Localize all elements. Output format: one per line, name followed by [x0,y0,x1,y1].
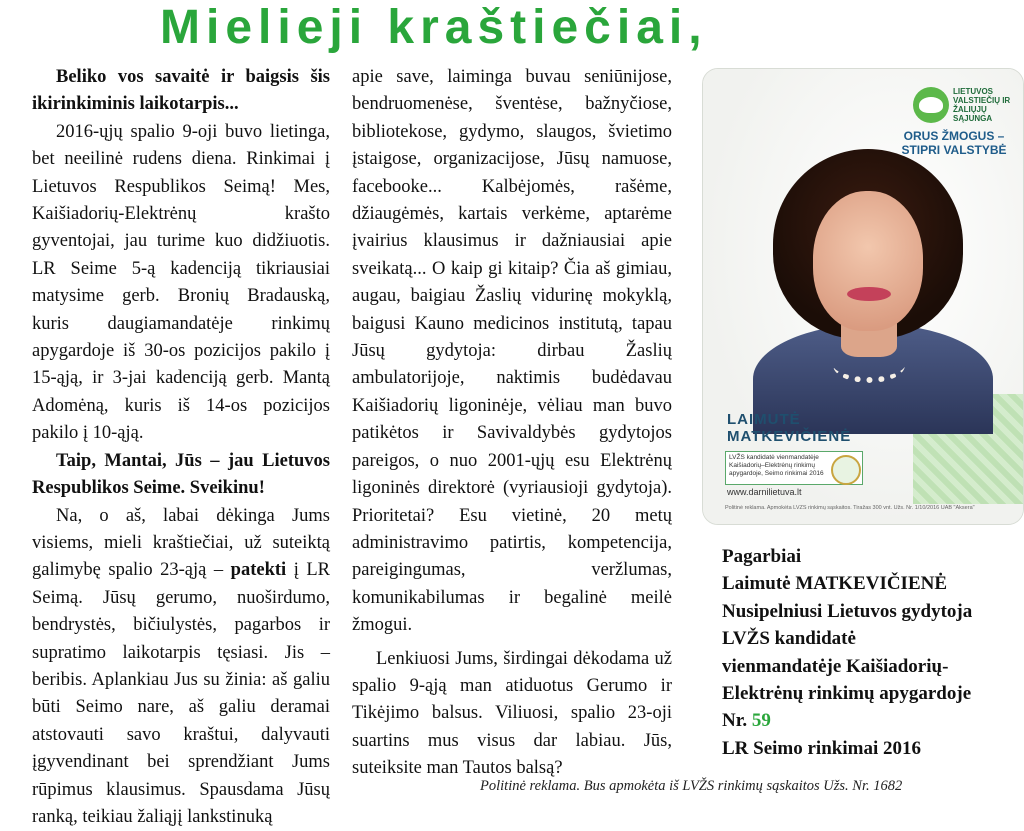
paragraph [32,503,330,831]
campaign-poster [702,68,1024,525]
poster-slogan: ORUS ŽMOGUS – STIPRI VALSTYBĖ [889,129,1019,157]
number-label: Nr. [722,710,747,731]
poster-fineprint: Politinė reklama. Apmokėta LVŽS rinkimų sąskaitos. Tiražas 300 vnt. Užs. Nr. 1/10/2016 UAB "Aksera" [725,505,1015,511]
candidate-number [722,707,1022,734]
district-seal-icon [831,455,861,485]
website: www.darnilietuva.lt [727,487,802,497]
bird-logo-icon [913,87,949,123]
signature-line: Nusipelniusi Lietuvos gydytoja [722,598,1022,625]
article-column-2 [352,64,672,783]
lead-paragraph: Beliko vos savaitė ir baigsis šis ikirinkiminis laikotarpis... [32,64,330,119]
paragraph: apie save, laiminga buvau seniūnijose, bendruomenėse, šventėse, bažnyčiose, bibliotekose, gydymo, slaugos, švietimo įstaigose, organizacijose, Jūsų namuose, facebooke... Kalbėjomės, rašėme, džiaugėmės, kartais verkėme, aptarėme įvairius klausimus ir dažniausiai apie sveikatą... O kaip gi kitaip? Čia aš gimiau, augau, baigiau Žaslių vidurinę mokyklą, baigusi Kauno medicinos institutą, tapau Jūsų gydytoja: dirbau Žaslių ambulatorijoje, naktimis budėdavau Kaišiadorių ligoninėje, vėliau man buvo patikėtos ir Savivaldybės gydytojos pareigos, o nuo 2001-ųjų esu Elektrėnų ligoninės direktorė (vyriausioji gydytoja). Prioritetai? Esu vietinė, 20 metų administravimo patirtis, kompetencija, pareigingumas, veržlumas, komunikabilumas ir begalinė meilė žmogui. [352,64,672,640]
congratulation-paragraph: Taip, Mantai, Jūs – jau Lietuvos Respublikos Seime. Sveikinu! [32,448,330,503]
paragraph: 2016-ųjų spalio 9-oji buvo lietinga, bet neeilinė rudens diena. Rinkimai į Lietuvos Respublikos Seimą! Mes, Kaišiadorių-Elektrėnų krašto gyventojai, jau turime kuo didžiuotis. LR Seime 5-ą kadenciją tikriausiai matysime gerb. Bronių Bradauską, kuris daugiamandatėje rinkimų apygardoje iš 30-os pozicijos pakilo į 15-ąją, ir 3-jai kadenciją gerb. Mantą Adomėną, kuris iš 14-os pozicijos pakilo į 10-ąją. [32,119,330,448]
signature-block [722,543,1022,762]
signature-line: Elektrėnų rinkimų apygardoje [722,680,1022,707]
signature-line: LVŽS kandidatė [722,625,1022,652]
text: į LR Seimą. Jūsų gerumo, nuoširdumo, bendrystės, bičiulystės, pagarbos ir supratimo laikotarpis tęsiasi. Jis – beribis. Aplankiau Jus su žinia: aš galiu būti Seimo nare, aš galiu deramai atstovauti savo kraštui, dalyvauti įgyvendinant bei sprendžiant Jums rūpimus klausimus. Spausdama Jūsų ranką, teikiau žaliąjį lankstinuką [32,560,330,827]
article-column-1 [32,64,330,831]
candidate-info-box: LVŽS kandidatė vienmandatėje Kaišiadorių–Elektrėnų rinkimų apygardoje, Seimo rinkimai 2016 [725,451,863,485]
party-name: LIETUVOS VALSTIEČIŲ IR ŽALIŲJŲ SĄJUNGA [953,87,1013,123]
first-name: LAIMUTĖ [727,411,851,428]
signature-line: vienmandatėje Kaišiadorių- [722,653,1022,680]
number-value: 59 [752,710,771,731]
portrait-face [813,191,923,331]
signature-line: LR Seimo rinkimai 2016 [722,735,1022,762]
last-name: MATKEVIČIENĖ [727,428,851,445]
signature-line: Pagarbiai [722,543,1022,570]
headline: Mielieji kraštiečiai, [0,2,1024,54]
political-ad-footer: Politinė reklama. Bus apmokėta iš LVŽS rinkimų sąskaitos Užs. Nr. 1682 [480,778,902,795]
text: Na, o aš, labai dėkinga Jums visiems, mieli kraštiečiai, už suteiktą galimybę spalio 23-ąją – [32,506,330,581]
pearl-necklace [833,347,905,383]
candidate-portrait [753,149,983,399]
paragraph: Lenkiuosi Jums, širdingai dėkodama už spalio 9-ąją man atiduotus Gerumo ir Tikėjimo balsus. Viliuosi, spalio 23-oji suartins mus visus dar labiau. Jūs, suteiksite man Tautos balsą? [352,646,672,783]
portrait-lips [847,287,891,301]
emphasis-text: patekti [231,560,287,580]
poster-candidate-name [727,411,851,445]
signature-line: Laimutė MATKEVIČIENĖ [722,570,1022,597]
